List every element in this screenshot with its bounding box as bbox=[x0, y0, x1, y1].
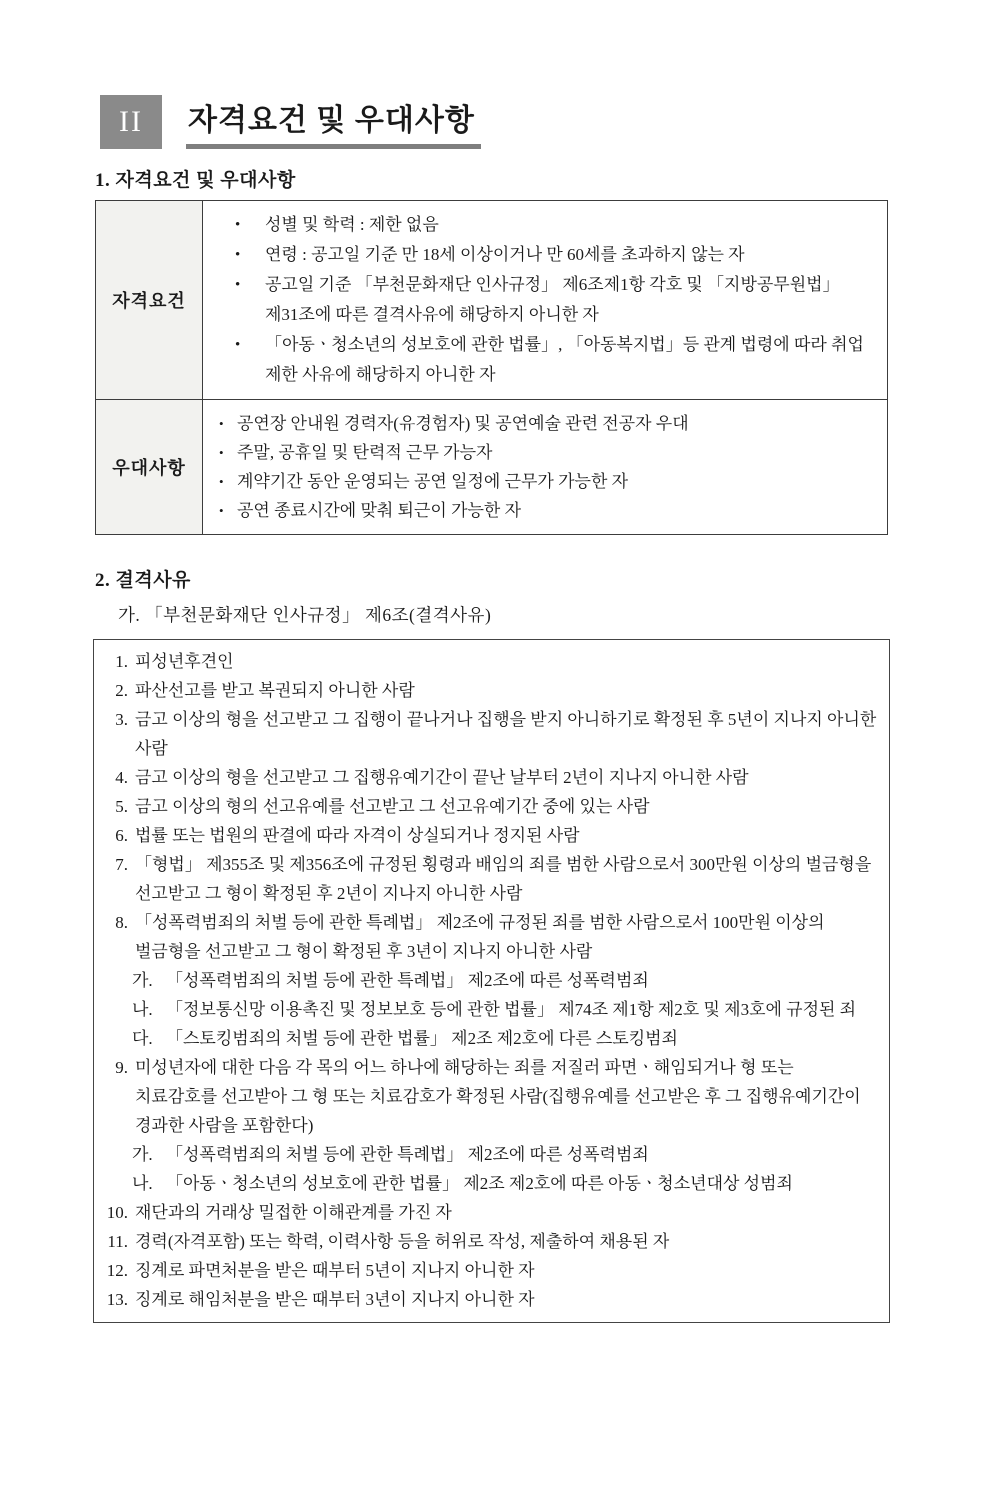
list-item bbox=[101, 1227, 879, 1256]
item-text: 재단과의 거래상 밀접한 이해관계를 가진 자 bbox=[135, 1203, 452, 1222]
list-item bbox=[101, 850, 879, 908]
item-number: 2. bbox=[115, 681, 128, 700]
sub-list-item bbox=[132, 1169, 879, 1198]
list-item bbox=[101, 676, 879, 705]
sub-list-item bbox=[132, 1024, 879, 1053]
list-item: • 성별 및 학력 : 제한 없음 bbox=[203, 210, 877, 240]
list-item: • 공연장 안내원 경력자(유경험자) 및 공연예술 관련 전공자 우대 bbox=[203, 409, 877, 438]
section2-subheading: 가. 「부천문화재단 인사규정」 제6조(결격사유) bbox=[118, 605, 492, 625]
item-number: 가. bbox=[132, 971, 153, 990]
list-item: • 계약기간 동안 운영되는 공연 일정에 근무가 가능한 자 bbox=[203, 467, 877, 496]
list-item bbox=[101, 1256, 879, 1285]
item-number: 12. bbox=[106, 1261, 128, 1280]
document-page bbox=[0, 95, 992, 1498]
item-text: 미성년자에 대한 다음 각 목의 어느 하나에 해당하는 죄를 저질러 파면ㆍ해임되거나 형 또는 치료감호를 선고받아 그 형 또는 치료감호가 확정된 사람(집행유예를 선고받은 후 그 집행유예기간이 경과한 사람을 포함한다) bbox=[135, 1058, 861, 1135]
sub-list-item bbox=[132, 995, 879, 1024]
item-text: 「형법」 제355조 및 제356조에 규정된 횡령과 배임의 죄를 범한 사람으로서 300만원 이상의 벌금형을 선고받고 그 형이 확정된 후 2년이 지나지 아니한 사람 bbox=[135, 855, 872, 903]
item-number: 나. bbox=[132, 1000, 153, 1019]
item-text: 「정보통신망 이용촉진 및 정보보호 등에 관한 법률」 제74조 제1항 제2호 및 제3호에 규정된 죄 bbox=[166, 1000, 857, 1019]
item-text: 금고 이상의 형을 선고받고 그 집행유예기간이 끝난 날부터 2년이 지나지 아니한 사람 bbox=[135, 768, 749, 787]
item-number: 나. bbox=[132, 1174, 153, 1193]
qualification-table bbox=[95, 200, 888, 535]
list-item bbox=[101, 1053, 879, 1140]
list-item: • 공고일 기준 「부천문화재단 인사규정」 제6조제1항 각호 및 「지방공무원법」 제31조에 따른 결격사유에 해당하지 아니한 자 bbox=[203, 270, 877, 330]
list-item bbox=[101, 1285, 879, 1314]
item-number: 다. bbox=[132, 1029, 153, 1048]
item-number: 3. bbox=[115, 710, 128, 729]
item-text: 법률 또는 법원의 판결에 따라 자격이 상실되거나 정지된 사람 bbox=[135, 826, 580, 845]
list-item bbox=[101, 647, 879, 676]
list-item bbox=[101, 1198, 879, 1227]
list-item: • 「아동ㆍ청소년의 성보호에 관한 법률」, 「아동복지법」등 관계 법령에 따라 취업 제한 사유에 해당하지 아니한 자 bbox=[203, 330, 877, 390]
sub-list-item bbox=[132, 966, 879, 995]
item-number: 7. bbox=[115, 855, 128, 874]
item-text: 「아동ㆍ청소년의 성보호에 관한 법률」 제2조 제2호에 따른 아동ㆍ청소년대상 성범죄 bbox=[166, 1174, 793, 1193]
list-item bbox=[101, 763, 879, 792]
list-item bbox=[101, 705, 879, 763]
item-number: 10. bbox=[106, 1203, 128, 1222]
qualifications-list bbox=[203, 210, 877, 390]
item-number: 1. bbox=[115, 652, 128, 671]
section-roman-numeral-badge: II bbox=[100, 95, 162, 149]
item-number: 11. bbox=[107, 1232, 128, 1251]
item-number: 6. bbox=[115, 826, 128, 845]
list-item bbox=[101, 908, 879, 966]
item-number: 9. bbox=[115, 1058, 128, 1077]
row-label-qualifications: 자격요건 bbox=[96, 201, 203, 400]
table-row bbox=[96, 400, 888, 535]
item-text: 징계로 파면처분을 받은 때부터 5년이 지나지 아니한 자 bbox=[135, 1261, 535, 1280]
section2-heading: 2. 결격사유 bbox=[95, 570, 191, 591]
item-text: 금고 이상의 형을 선고받고 그 집행이 끝나거나 집행을 받지 아니하기로 확정된 후 5년이 지나지 아니한 사람 bbox=[135, 710, 877, 758]
item-number: 4. bbox=[115, 768, 128, 787]
table-row bbox=[96, 201, 888, 400]
list-item bbox=[101, 792, 879, 821]
item-number: 가. bbox=[132, 1145, 153, 1164]
item-text: 금고 이상의 형의 선고유예를 선고받고 그 선고유예기간 중에 있는 사람 bbox=[135, 797, 650, 816]
item-number: 5. bbox=[115, 797, 128, 816]
section1-heading: 1. 자격요건 및 우대사항 bbox=[95, 170, 296, 191]
document-header bbox=[100, 95, 992, 149]
page-title: 자격요건 및 우대사항 bbox=[186, 102, 481, 150]
row-label-preferred: 우대사항 bbox=[96, 400, 203, 535]
list-item: • 연령 : 공고일 기준 만 18세 이상이거나 만 60세를 초과하지 않는 자 bbox=[203, 240, 877, 270]
item-text: 피성년후견인 bbox=[135, 652, 234, 671]
item-number: 13. bbox=[106, 1290, 128, 1309]
list-item bbox=[101, 821, 879, 850]
item-text: 「성폭력범죄의 처벌 등에 관한 특례법」 제2조에 따른 성폭력범죄 bbox=[166, 1145, 649, 1164]
sub-list-item bbox=[132, 1140, 879, 1169]
item-text: 「스토킹범죄의 처벌 등에 관한 법률」 제2조 제2호에 다른 스토킹범죄 bbox=[166, 1029, 678, 1048]
item-text: 「성폭력범죄의 처벌 등에 관한 특례법」 제2조에 따른 성폭력범죄 bbox=[166, 971, 649, 990]
item-text: 경력(자격포함) 또는 학력, 이력사항 등을 허위로 작성, 제출하여 채용된 자 bbox=[135, 1232, 670, 1251]
disqualification-box bbox=[93, 639, 890, 1323]
preferred-list bbox=[203, 409, 877, 525]
item-text: 「성폭력범죄의 처벌 등에 관한 특례법」 제2조에 규정된 죄를 범한 사람으로서 100만원 이상의 벌금형을 선고받고 그 형이 확정된 후 3년이 지나지 아니한 사람 bbox=[135, 913, 825, 961]
list-item: • 주말, 공휴일 및 탄력적 근무 가능자 bbox=[203, 438, 877, 467]
item-text: 파산선고를 받고 복권되지 아니한 사람 bbox=[135, 681, 415, 700]
item-text: 징계로 해임처분을 받은 때부터 3년이 지나지 아니한 자 bbox=[135, 1290, 535, 1309]
list-item: • 공연 종료시간에 맞춰 퇴근이 가능한 자 bbox=[203, 496, 877, 525]
item-number: 8. bbox=[115, 913, 128, 932]
